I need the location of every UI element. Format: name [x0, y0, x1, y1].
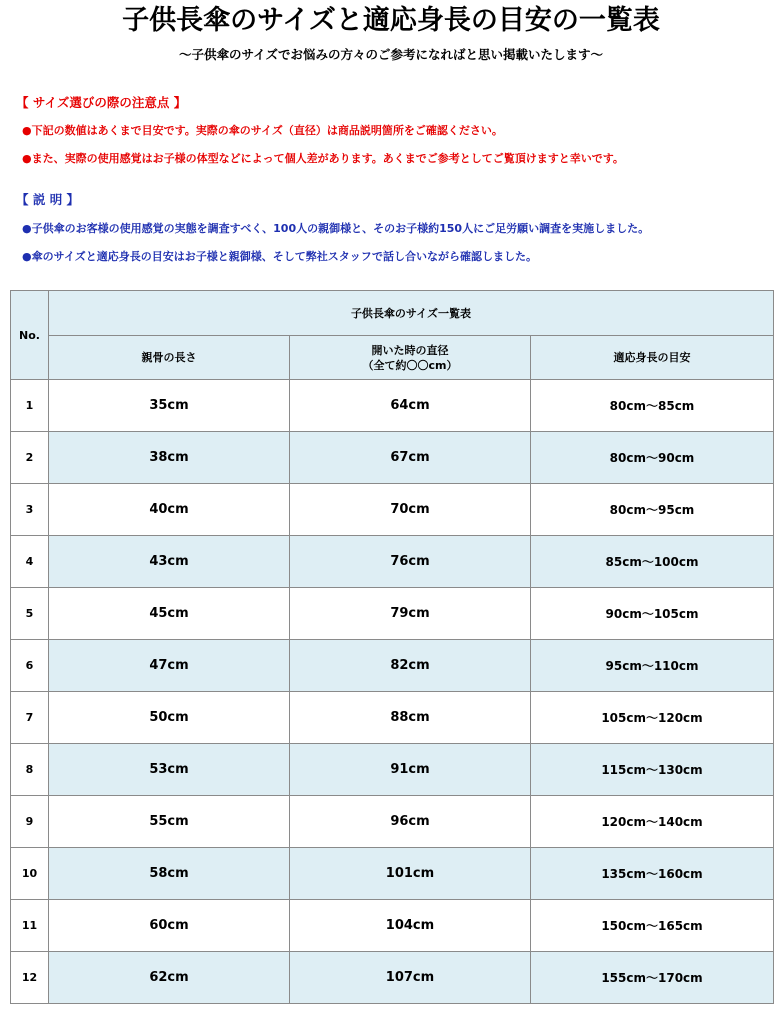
- table-row: [11, 692, 774, 744]
- table-row: [11, 484, 774, 536]
- rib-length-cell: 45cm: [49, 588, 290, 640]
- rib-length-cell: 53cm: [49, 744, 290, 796]
- height-range-cell: 120cm〜140cm: [531, 796, 774, 848]
- no-column-header: No.: [11, 291, 49, 380]
- size-table: [10, 290, 774, 1004]
- table-row: [11, 536, 774, 588]
- table-body: [11, 380, 774, 1004]
- table-row: [11, 848, 774, 900]
- rib-length-cell: 47cm: [49, 640, 290, 692]
- diameter-cell: 67cm: [290, 432, 531, 484]
- rib-length-cell: 38cm: [49, 432, 290, 484]
- table-row: [11, 588, 774, 640]
- rib-length-cell: 40cm: [49, 484, 290, 536]
- diameter-cell: 104cm: [290, 900, 531, 952]
- diameter-cell: 88cm: [290, 692, 531, 744]
- explanation-heading: 【 説 明 】: [16, 192, 80, 207]
- page-title: 子供長傘のサイズと適応身長の目安の一覧表: [122, 5, 660, 36]
- rib-length-cell: 55cm: [49, 796, 290, 848]
- diameter-header: [290, 336, 531, 380]
- rib-length-cell: 60cm: [49, 900, 290, 952]
- row-number: 2: [11, 432, 49, 484]
- table-row: [11, 640, 774, 692]
- row-number: 5: [11, 588, 49, 640]
- row-number: 10: [11, 848, 49, 900]
- table-row: [11, 900, 774, 952]
- diameter-cell: 70cm: [290, 484, 531, 536]
- diameter-cell: 96cm: [290, 796, 531, 848]
- height-range-cell: 135cm〜160cm: [531, 848, 774, 900]
- row-number: 7: [11, 692, 49, 744]
- diameter-header-line2: （全て約〇〇cm）: [362, 358, 458, 372]
- diameter-cell: 79cm: [290, 588, 531, 640]
- height-range-cell: 155cm〜170cm: [531, 952, 774, 1004]
- diameter-cell: 107cm: [290, 952, 531, 1004]
- table-row: [11, 952, 774, 1004]
- rib-length-header: 親骨の長さ: [49, 336, 290, 380]
- row-number: 3: [11, 484, 49, 536]
- height-range-header: 適応身長の目安: [531, 336, 774, 380]
- diameter-cell: 101cm: [290, 848, 531, 900]
- row-number: 8: [11, 744, 49, 796]
- height-range-cell: 150cm〜165cm: [531, 900, 774, 952]
- height-range-cell: 80cm〜90cm: [531, 432, 774, 484]
- row-number: 1: [11, 380, 49, 432]
- row-number: 11: [11, 900, 49, 952]
- rib-length-cell: 43cm: [49, 536, 290, 588]
- table-group-header: 子供長傘のサイズ一覧表: [49, 291, 774, 336]
- row-number: 4: [11, 536, 49, 588]
- caution-note-1: ●下記の数値はあくまで目安です。実際の傘のサイズ（直径）は商品説明箇所をご確認ください。: [22, 124, 503, 137]
- explanation-note-1: ●子供傘のお客様の使用感覚の実態を調査すべく、100人の親御様と、そのお子様約150人にご足労願い調査を実施しました。: [22, 222, 650, 235]
- diameter-cell: 91cm: [290, 744, 531, 796]
- table-row: [11, 796, 774, 848]
- height-range-cell: 85cm〜100cm: [531, 536, 774, 588]
- rib-length-cell: 58cm: [49, 848, 290, 900]
- row-number: 12: [11, 952, 49, 1004]
- table-row: [11, 432, 774, 484]
- height-range-cell: 95cm〜110cm: [531, 640, 774, 692]
- height-range-cell: 80cm〜95cm: [531, 484, 774, 536]
- table-row: [11, 380, 774, 432]
- rib-length-cell: 35cm: [49, 380, 290, 432]
- rib-length-cell: 50cm: [49, 692, 290, 744]
- height-range-cell: 90cm〜105cm: [531, 588, 774, 640]
- diameter-cell: 64cm: [290, 380, 531, 432]
- page-subtitle: 〜子供傘のサイズでお悩みの方々のご参考になればと思い掲載いたします〜: [178, 47, 603, 62]
- height-range-cell: 115cm〜130cm: [531, 744, 774, 796]
- caution-heading: 【 サイズ選びの際の注意点 】: [16, 95, 187, 110]
- diameter-cell: 76cm: [290, 536, 531, 588]
- explanation-note-2: ●傘のサイズと適応身長の目安はお子様と親御様、そして弊社スタッフで話し合いながら確認しました。: [22, 250, 538, 263]
- caution-note-2: ●また、実際の使用感覚はお子様の体型などによって個人差があります。あくまでご参考としてご覧頂けますと幸いです。: [22, 152, 624, 165]
- table-row: [11, 744, 774, 796]
- diameter-header-line1: 開いた時の直径: [371, 343, 449, 357]
- row-number: 6: [11, 640, 49, 692]
- diameter-cell: 82cm: [290, 640, 531, 692]
- height-range-cell: 105cm〜120cm: [531, 692, 774, 744]
- row-number: 9: [11, 796, 49, 848]
- rib-length-cell: 62cm: [49, 952, 290, 1004]
- height-range-cell: 80cm〜85cm: [531, 380, 774, 432]
